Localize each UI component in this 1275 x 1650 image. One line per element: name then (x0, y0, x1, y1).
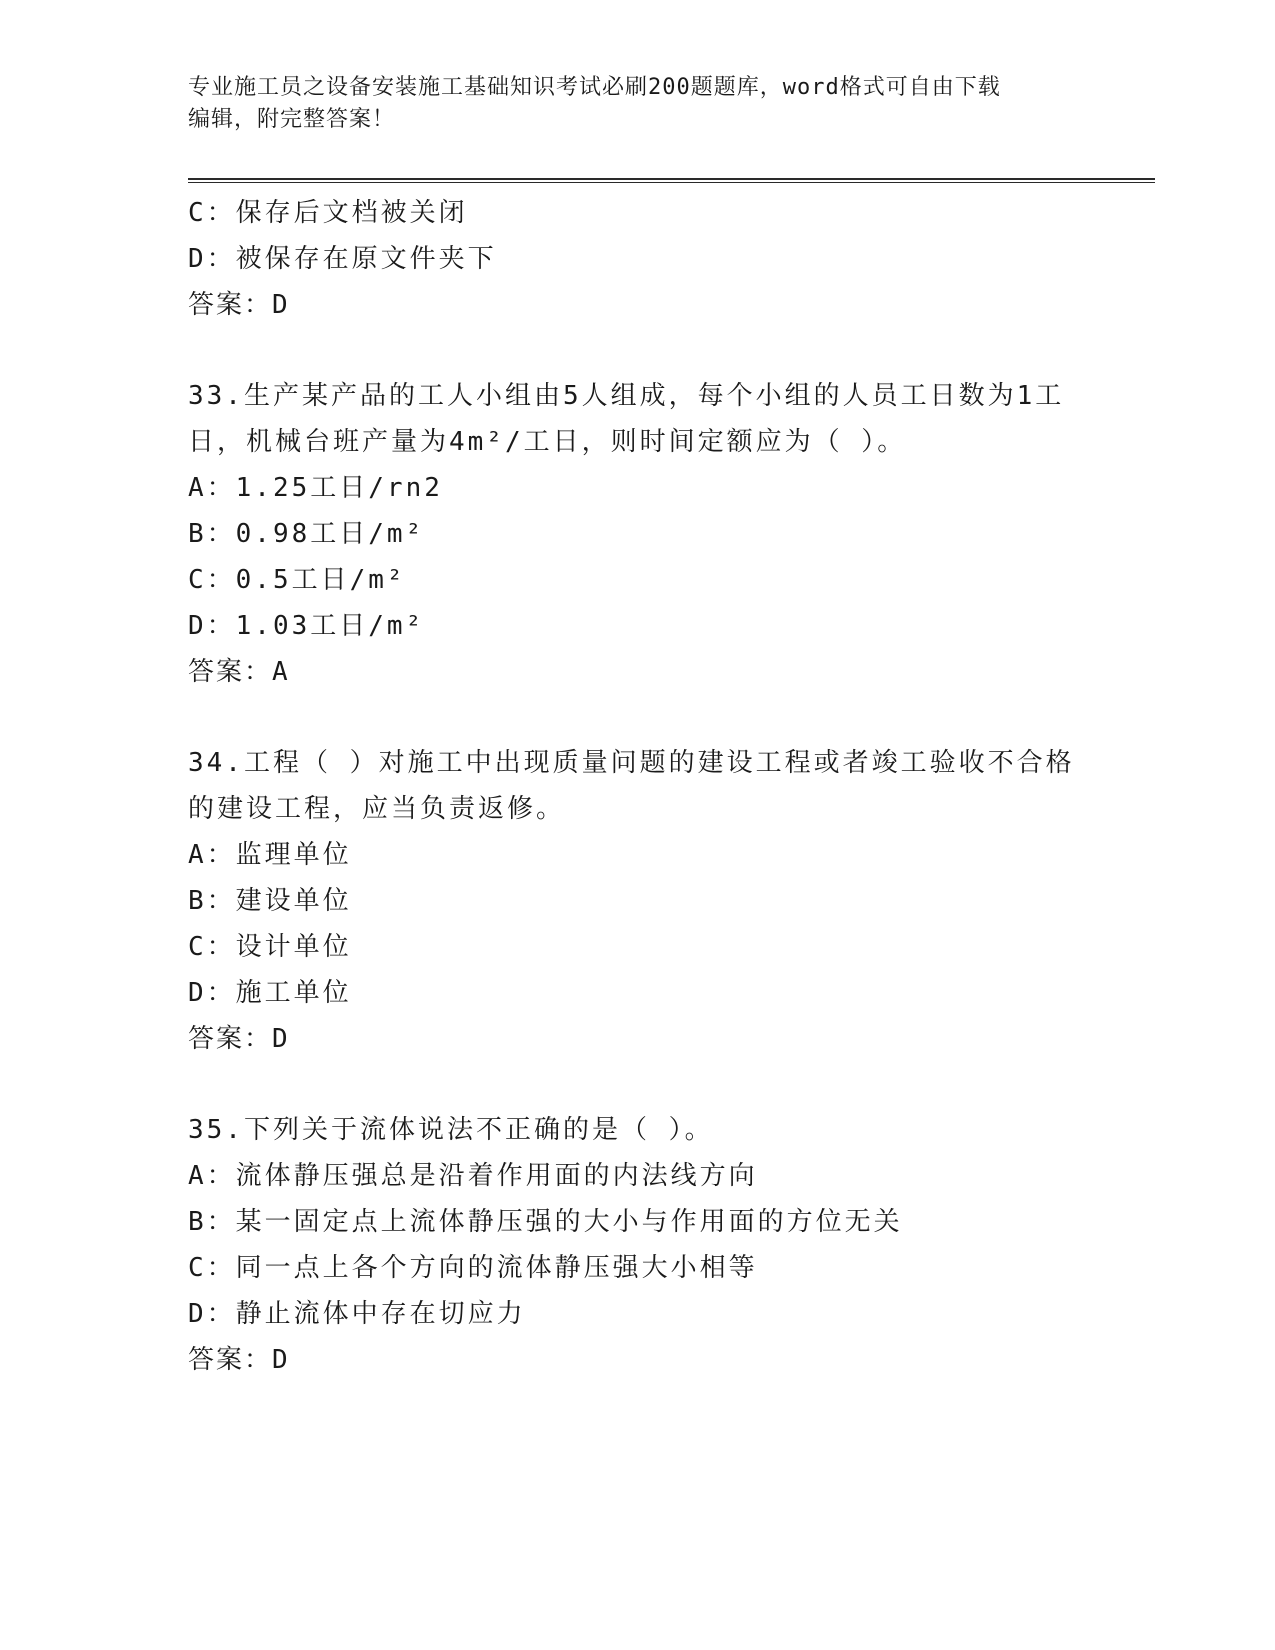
question-gap (188, 1062, 1155, 1107)
question-35 (188, 1107, 1155, 1383)
option-d: D：1.03工日/m² (188, 611, 425, 641)
answer-text: 答案：D (188, 1024, 290, 1054)
header-title-line-2: 编辑，附完整答案！ (188, 107, 396, 132)
option-b: B：建设单位 (188, 886, 352, 916)
question-stem-line-1: 33.生产某产品的工人小组由5人组成，每个小组的人员工日数为1工 (188, 381, 1065, 411)
question-gap (188, 695, 1155, 740)
option-b: B：0.98工日/m² (188, 519, 425, 549)
option-a: A：监理单位 (188, 840, 352, 870)
question-stem-line-1: 35.下列关于流体说法不正确的是（ ）。 (188, 1115, 714, 1145)
question-stem-line-2: 的建设工程，应当负责返修。 (188, 794, 566, 824)
answer-text: 答案：A (188, 657, 290, 687)
question-32-tail (188, 190, 1155, 328)
question-stem-line-2: 日，机械台班产量为4m²/工日，则时间定额应为（ ）。 (188, 427, 907, 457)
header-title-line-1: 专业施工员之设备安装施工基础知识考试必刷200题题库，word格式可自由下载 (188, 75, 1001, 100)
answer-text: 答案：D (188, 1345, 290, 1375)
question-33 (188, 373, 1155, 695)
option-c: C：同一点上各个方向的流体静压强大小相等 (188, 1253, 758, 1283)
option-a: A：流体静压强总是沿着作用面的内法线方向 (188, 1161, 758, 1191)
option-d: D：施工单位 (188, 978, 352, 1008)
option-d: D：静止流体中存在切应力 (188, 1299, 526, 1329)
answer-text: 答案：D (188, 290, 290, 320)
option-d: D：被保存在原文件夹下 (188, 244, 497, 274)
question-stem-line-1: 34.工程（ ）对施工中出现质量问题的建设工程或者竣工验收不合格 (188, 748, 1075, 778)
option-c: C：设计单位 (188, 932, 352, 962)
header-divider (188, 178, 1155, 183)
question-gap (188, 328, 1155, 373)
option-b: B：某一固定点上流体静压强的大小与作用面的方位无关 (188, 1207, 903, 1237)
question-34 (188, 740, 1155, 1062)
option-c: C：保存后文档被关闭 (188, 198, 468, 228)
option-a: A：1.25工日/rn2 (188, 473, 443, 503)
option-c: C：0.5工日/m² (188, 565, 406, 595)
page-header (188, 72, 1088, 136)
question-list (188, 190, 1155, 1383)
